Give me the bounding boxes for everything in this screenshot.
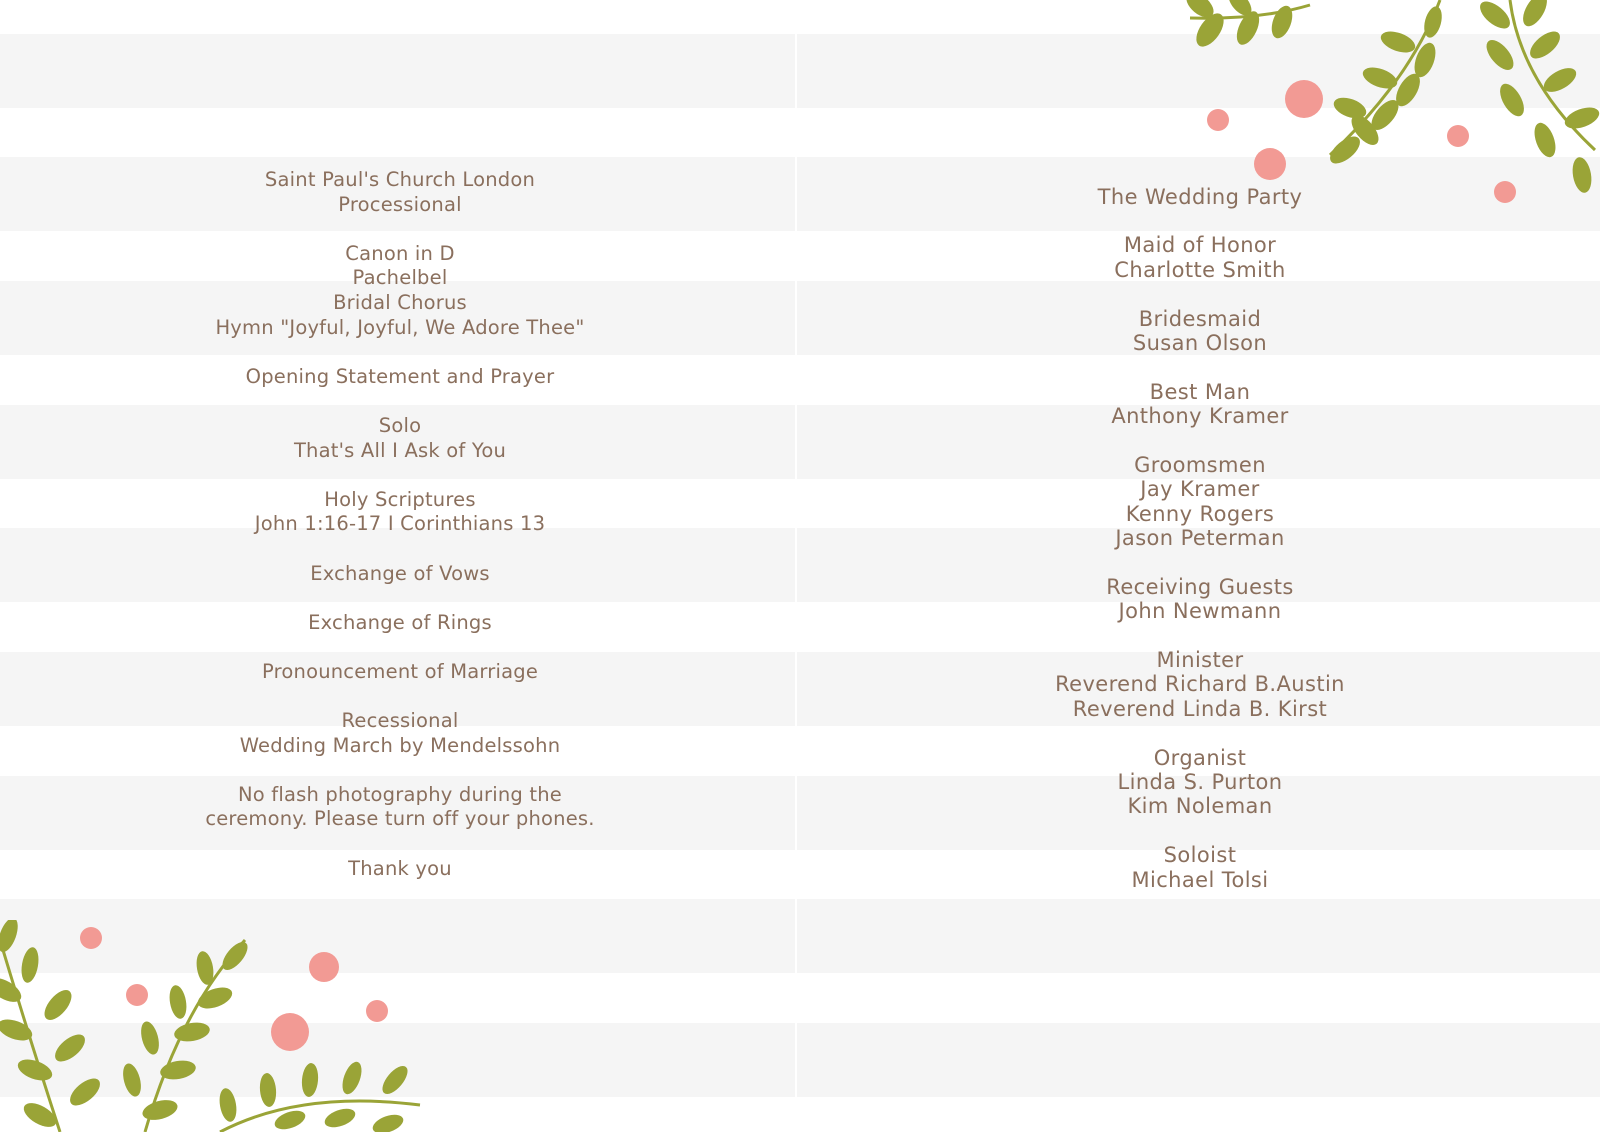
party-role: Receiving Guests — [1106, 574, 1294, 599]
venue-name: Saint Paul's Church London — [264, 168, 536, 191]
ceremony-program — [100, 0, 700, 881]
program-item-detail: John 1:16-17 I Corinthians 13 — [254, 512, 546, 536]
program-item-detail: Hymn "Joyful, Joyful, We Adore Thee" — [215, 315, 585, 339]
party-role: Soloist — [1163, 843, 1237, 868]
program-item-detail: Pachelbel — [352, 266, 448, 290]
program-note: ceremony. Please turn off your phones. — [205, 807, 595, 831]
wedding-party — [900, 0, 1500, 892]
party-name: Kenny Rogers — [1125, 501, 1275, 526]
party-role: Minister — [1156, 648, 1244, 673]
program-item-detail: Wedding March by Mendelssohn — [239, 733, 561, 757]
program-item: Processional — [338, 192, 462, 216]
program-item: Exchange of Rings — [308, 610, 492, 634]
party-name: John Newmann — [1118, 599, 1282, 624]
program-item: Canon in D — [345, 241, 455, 265]
program-item-detail: That's All I Ask of You — [293, 438, 507, 462]
party-role: Maid of Honor — [1123, 233, 1277, 258]
party-name: Charlotte Smith — [1114, 257, 1286, 282]
program-item: Pronouncement of Marriage — [261, 659, 539, 683]
berry-dot-icon — [70, 920, 400, 1060]
party-name: Michael Tolsi — [1131, 867, 1269, 892]
program-item: Recessional — [341, 709, 459, 733]
party-name: Reverend Richard B.Austin — [1055, 672, 1345, 697]
party-name: Susan Olson — [1132, 330, 1268, 355]
page-fold-divider — [795, 0, 797, 1132]
wedding-party-title: The Wedding Party — [1097, 185, 1303, 209]
thank-you-text: Thank you — [348, 856, 452, 880]
party-role: Best Man — [1149, 379, 1251, 404]
party-role: Bridesmaid — [1138, 306, 1262, 331]
program-item: Exchange of Vows — [310, 561, 490, 585]
party-role: Organist — [1153, 745, 1247, 770]
party-name: Anthony Kramer — [1111, 404, 1289, 429]
party-name: Reverend Linda B. Kirst — [1072, 696, 1328, 721]
program-item-detail: Bridal Chorus — [333, 290, 467, 314]
program-item: Solo — [378, 413, 422, 437]
program-item: Opening Statement and Prayer — [245, 364, 555, 388]
party-name: Jason Peterman — [1115, 526, 1285, 551]
party-name: Linda S. Purton — [1117, 769, 1283, 794]
party-name: Jay Kramer — [1140, 477, 1260, 502]
program-note: No flash photography during the — [237, 782, 563, 806]
party-name: Kim Noleman — [1127, 794, 1273, 819]
party-role: Groomsmen — [1134, 452, 1266, 477]
program-item: Holy Scriptures — [324, 487, 476, 511]
